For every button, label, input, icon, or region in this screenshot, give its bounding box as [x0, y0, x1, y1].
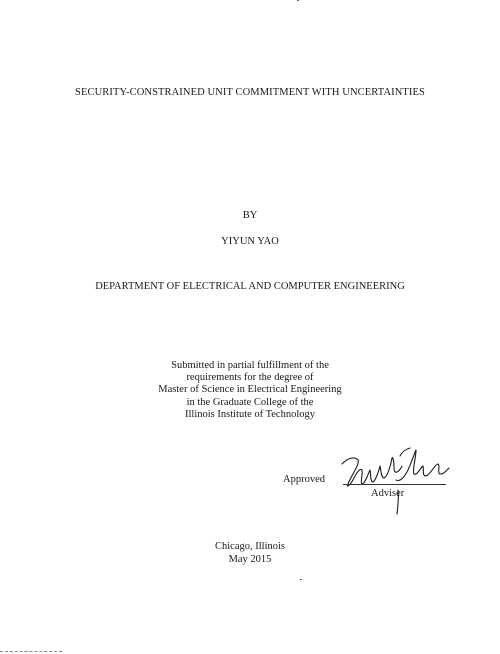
submission-line: Submitted in partial fulfillment of the: [171, 360, 329, 371]
submission-line: Master of Science in Electrical Engineering: [158, 384, 342, 396]
department-name: DEPARTMENT OF ELECTRICAL AND COMPUTER ENGINEERING: [95, 281, 405, 292]
adviser-label: Adviser: [371, 488, 405, 499]
submission-line: Illinois Institute of Technology: [184, 408, 315, 420]
scan-edge-mark: [0, 651, 62, 652]
author-name: YIYUN YAO: [221, 236, 279, 247]
submission-statement: [0, 360, 500, 421]
signature-line: [343, 484, 446, 485]
location: Chicago, Illinois: [215, 541, 285, 552]
adviser-signature: [338, 444, 456, 516]
by-label: BY: [242, 210, 258, 221]
submission-date: May 2015: [228, 554, 272, 565]
scan-speck: [297, 0, 299, 1]
submission-line: requirements for the degree of: [186, 372, 314, 384]
approved-label: Approved: [283, 474, 325, 485]
submission-line: in the Graduate College of the: [186, 396, 314, 408]
scan-speck: [300, 579, 302, 580]
thesis-title: SECURITY-CONSTRAINED UNIT COMMITMENT WITH UNCERTAINTIES: [75, 87, 425, 98]
